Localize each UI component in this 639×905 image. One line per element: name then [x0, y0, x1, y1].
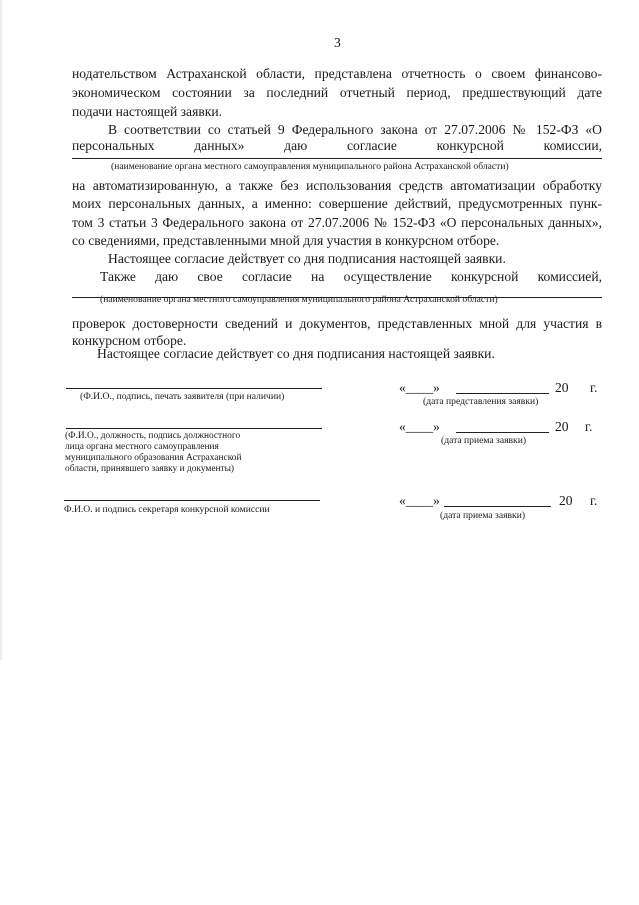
date-year-2: 20	[555, 419, 569, 434]
caption-official-line-4: области, принявшего заявку и документы)	[65, 464, 235, 474]
blank-line-commission	[72, 158, 602, 159]
caption-authority-name: (наименование органа местного самоуправления муниципального района Астраханской области)	[100, 294, 498, 305]
paragraph-5: Настоящее согласие действует со дня подписания настоящей заявки.	[97, 346, 495, 361]
paragraph-3: Настоящее согласие действует со дня подписания настоящей заявки.	[108, 251, 506, 266]
date-year-suffix-1: г.	[590, 380, 598, 395]
date-month-line-1	[456, 393, 549, 394]
caption-secretary-signature: Ф.И.О. и подпись секретаря конкурсной комиссии	[64, 504, 270, 515]
paragraph-2-line-5: том 3 статьи 3 Федерального закона от 27.07.2006 № 152-ФЗ «О персональных данных»,	[72, 215, 602, 230]
signature-line-official	[66, 428, 322, 429]
paragraph-4-line-3: конкурсном отборе.	[72, 333, 187, 348]
caption-applicant-signature: (Ф.И.О., подпись, печать заявителя (при наличии)	[80, 391, 285, 402]
paragraph-1-line-1: нодательством Астраханской области, представлена отчетность о своем финансово-	[72, 66, 602, 81]
page-number: 3	[334, 35, 341, 50]
caption-date-receipt-1: (дата приема заявки)	[441, 435, 527, 446]
date-year-1: 20	[555, 380, 569, 395]
scan-edge-shadow	[0, 0, 3, 660]
date-day-field-1: «____»	[399, 380, 440, 395]
caption-date-submission: (дата представления заявки)	[423, 396, 539, 407]
signature-line-applicant	[66, 388, 322, 389]
date-day-field-3: «____»	[399, 493, 440, 508]
paragraph-4-line-1: Также даю свое согласие на осуществление конкурсной комиссией,	[100, 269, 602, 284]
paragraph-2-line-6: со сведениями, представленными мной для участия в конкурсном отборе.	[72, 233, 500, 248]
caption-date-receipt-2: (дата приема заявки)	[440, 510, 526, 521]
caption-official-line-1: (Ф.И.О., должность, подпись должностного	[65, 431, 241, 441]
date-day-field-2: «____»	[399, 419, 440, 434]
caption-official-line-3: муниципального образования Астраханской	[65, 453, 242, 463]
paragraph-4-line-2: проверок достоверности сведений и документов, представленных мной для участия в	[72, 316, 602, 331]
paragraph-1-line-2: экономическом состоянии за последний отчетный период, предшествующий дате	[72, 85, 602, 100]
paragraph-1-line-3: подачи настоящей заявки.	[72, 104, 223, 119]
paragraph-2-line-3: на автоматизированную, а также без использования средств автоматизации обработку	[72, 178, 602, 193]
paragraph-2-line-2: персональных данных» даю согласие конкурсной комиссии,	[72, 138, 602, 153]
paragraph-2-line-1: В соответствии со статьей 9 Федерального закона от 27.07.2006 № 152-ФЗ «О	[108, 122, 602, 137]
date-year-3: 20	[559, 493, 573, 508]
date-month-line-3	[444, 506, 551, 507]
signature-line-secretary	[64, 500, 320, 501]
date-year-suffix-3: г.	[590, 493, 598, 508]
date-month-line-2	[456, 432, 549, 433]
caption-commission-name: (наименование органа местного самоуправления муниципального района Астраханской области)	[111, 161, 509, 172]
paragraph-2-line-4: моих персональных данных, а именно: совершение действий, предусмотренных пунк-	[72, 196, 602, 211]
caption-official-line-2: лица органа местного самоуправления	[65, 442, 219, 452]
date-year-suffix-2: г.	[585, 419, 593, 434]
